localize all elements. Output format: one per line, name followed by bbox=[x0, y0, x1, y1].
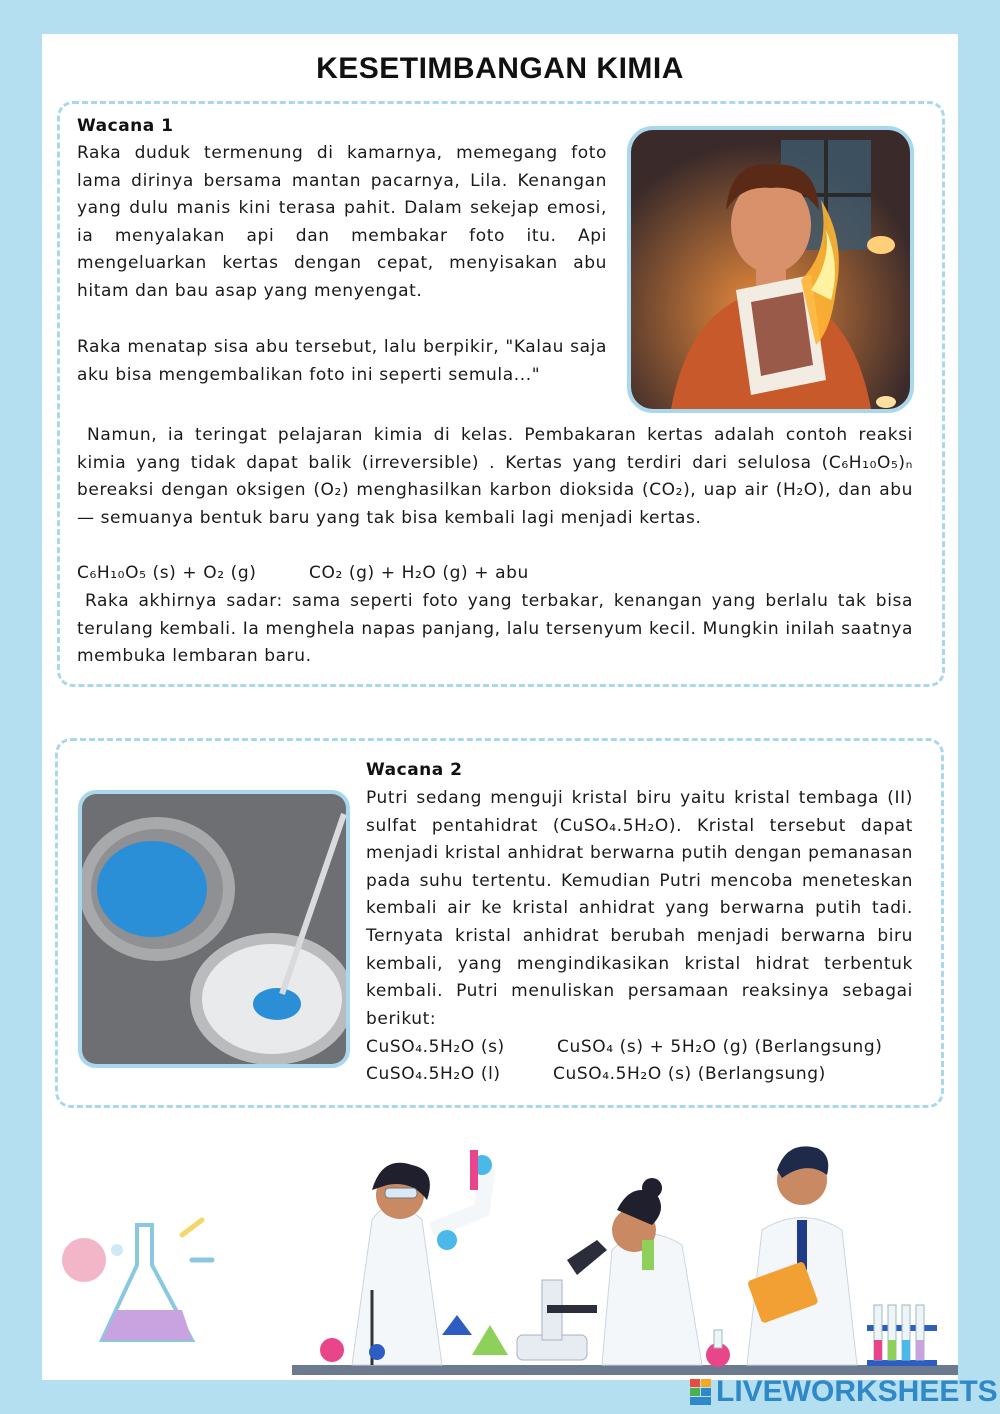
page-title: KESETIMBANGAN KIMIA bbox=[316, 52, 684, 85]
wacana-1-paragraph-3: Namun, ia teringat pelajaran kimia di kelas. Pembakaran kertas adalah contoh reaksi kimia yang tidak dapat balik (irreversible) . Kertas yang terdiri dari selulosa (C₆H₁₀O₅)ₙ bereaksi dengan oksigen (O₂) menghasilkan karbon dioksida (CO₂), uap air (H₂O), dan abu — semuanya bentuk baru yang tak bisa kembali lagi menjadi kertas. bbox=[77, 425, 913, 528]
scientists-illustration bbox=[42, 1140, 958, 1380]
brand-name: LIVEWORKSHEETS bbox=[716, 1375, 998, 1408]
liveworksheets-logo-icon bbox=[690, 1379, 712, 1405]
scientist-man-icon bbox=[747, 1146, 857, 1365]
copper-sulfate-crystal-photo bbox=[78, 790, 350, 1068]
wacana-2-equation-2-reactant: CuSO₄.5H₂O (l) bbox=[366, 1064, 501, 1084]
microscope-icon bbox=[517, 1240, 607, 1360]
wacana-1-paragraph-4: Raka akhirnya sadar: sama seperti foto yang terbakar, kenangan yang berlalu tak bisa terulang kembali. Ia menghela napas panjang, lalu tersenyum kecil. Mungkin inilah saatnya membuka lembaran baru. bbox=[77, 591, 913, 667]
wacana-2-paragraph: Putri sedang menguji kristal biru yaitu kristal tembaga (II) sulfat pentahidrat (CuSO₄.5H₂O). Kristal tersebut dapat menjadi kristal anhidrat berwarna putih dengan pemanasan pada suhu tertentu. Kemudian Putri mencoba meneteskan kembali air ke kristal anhidrat yang berwarna putih tadi. Ternyata kristal anhidrat berubah menjadi berwarna biru kembali, yang mengindikasikan kristal hidrat terbentuk kembali. Putri menuliskan persamaan reaksinya sebagai berikut: bbox=[366, 788, 913, 1029]
scientist-with-microscope-icon bbox=[602, 1178, 702, 1365]
flask-doodle-icon bbox=[62, 1220, 212, 1340]
liveworksheets-logo bbox=[690, 1372, 998, 1412]
burning-photo-illustration bbox=[627, 126, 914, 413]
wacana-1-equation-reactants: C₆H₁₀O₅ (s) + O₂ (g) bbox=[77, 563, 257, 583]
wacana-1-equation-products: CO₂ (g) + H₂O (g) + abu bbox=[309, 563, 529, 583]
wacana-1-paragraph-2: Raka menatap sisa abu tersebut, lalu berpikir, "Kalau saja aku bisa mengembalikan foto ini seperti semula..." bbox=[77, 337, 607, 385]
burning-photo-image bbox=[631, 130, 910, 409]
wacana-2-equation-2-product: CuSO₄.5H₂O (s) (Berlangsung) bbox=[553, 1064, 826, 1084]
wacana-1-heading: Wacana 1 bbox=[77, 116, 174, 136]
wacana-2-heading: Wacana 2 bbox=[366, 760, 463, 780]
wacana-1-paragraph-1: Raka duduk termenung di kamarnya, memegang foto lama dirinya bersama mantan pacarnya, Lila. Kenangan yang dulu manis kini terasa pahit. Dalam sekejap emosi, ia menyalakan api dan membakar foto itu. Api mengeluarkan kertas dengan cepat, menyisakan abu hitam dan bau asap yang menyengat. bbox=[77, 143, 607, 301]
wacana-2-equation-1-product: CuSO₄ (s) + 5H₂O (g) (Berlangsung) bbox=[557, 1037, 883, 1057]
wacana-2-equation-1-reactant: CuSO₄.5H₂O (s) bbox=[366, 1037, 505, 1057]
test-tube-rack-icon bbox=[867, 1305, 937, 1366]
crystal-dishes-image bbox=[82, 794, 346, 1064]
